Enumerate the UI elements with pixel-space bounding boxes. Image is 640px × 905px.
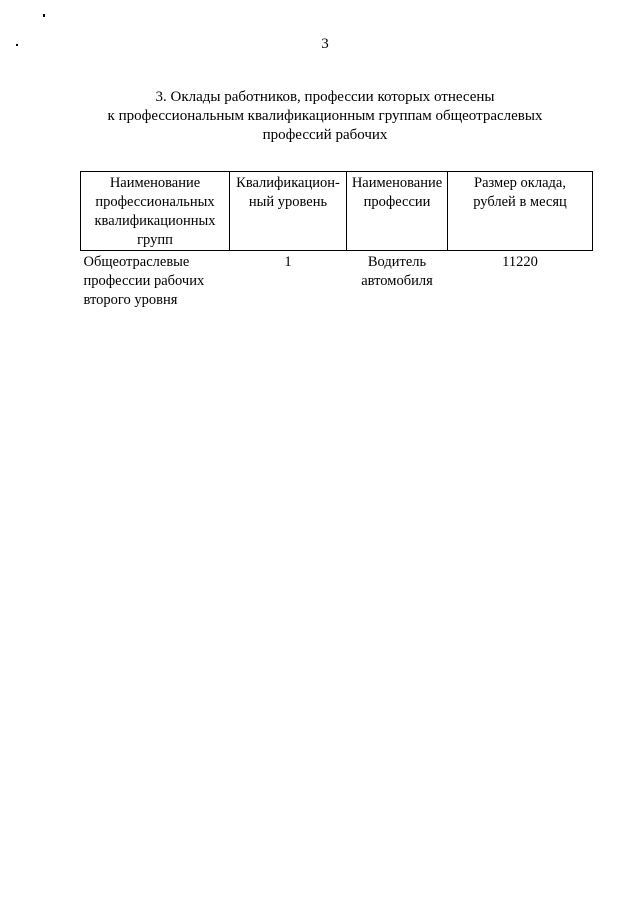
table-row — [81, 251, 593, 311]
cell-qualification-level: 1 — [284, 254, 292, 270]
scan-speck — [43, 14, 45, 17]
cell-profession-name: Водитель автомобиля — [361, 254, 433, 289]
header-qualification-level: Квалификацион-ный уровень — [230, 172, 347, 251]
section-title — [60, 88, 590, 145]
section-title-line-2: к профессиональным квалификационным группам общеотраслевых — [107, 108, 543, 124]
table-header-row — [81, 172, 593, 251]
header-group-name: Наименование профессиональных квалификационных групп — [81, 172, 230, 251]
header-salary: Размер оклада, рублей в месяц — [448, 172, 593, 251]
header-profession-name: Наименование профессии — [347, 172, 448, 251]
section-title-line-1: 3. Оклады работников, профессии которых отнесены — [155, 89, 495, 105]
salary-table — [80, 171, 593, 310]
cell-group-name: Общеотраслевые профессии рабочих второго уровня — [83, 254, 205, 308]
section-title-line-3: профессий рабочих — [262, 127, 388, 143]
cell-salary: 11220 — [502, 254, 538, 270]
page-number: 3 — [321, 36, 329, 52]
